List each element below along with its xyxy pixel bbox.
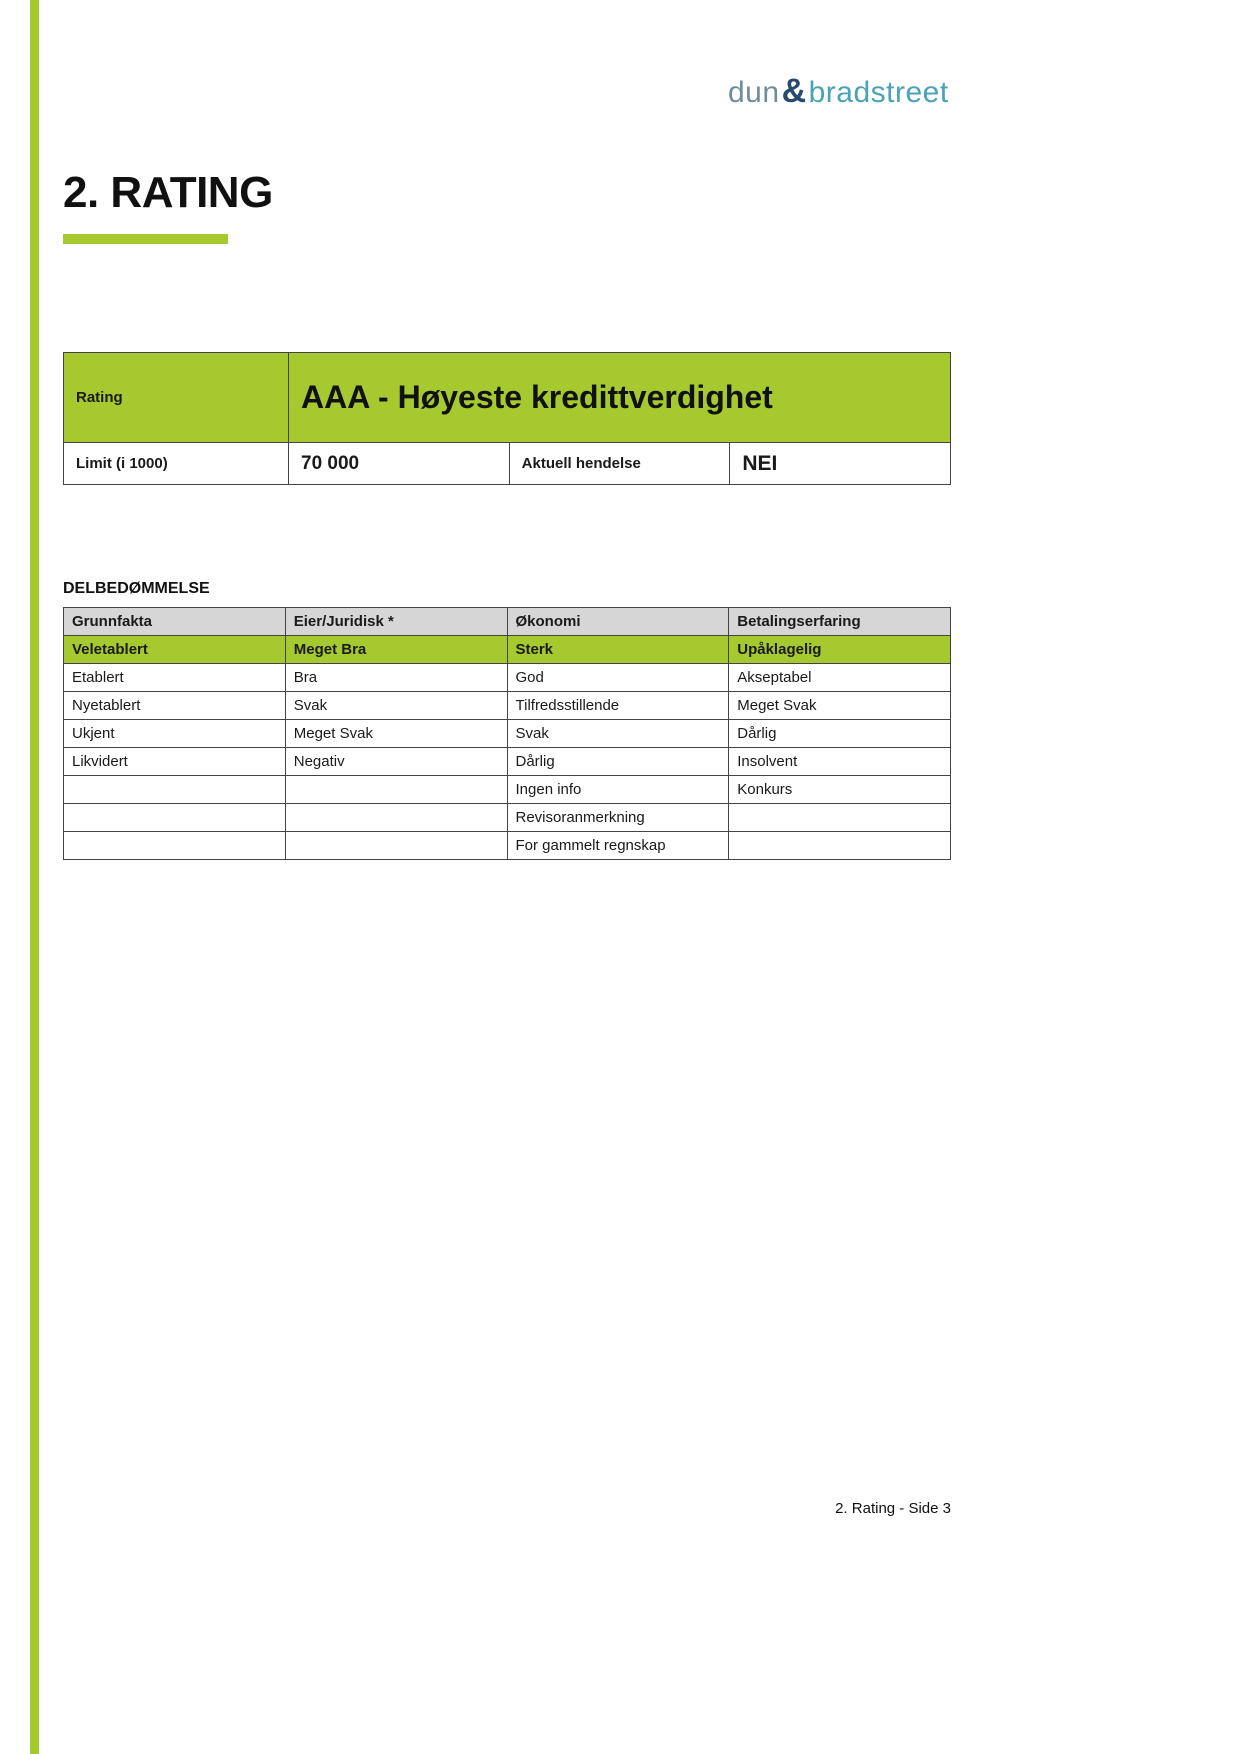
rating-summary-table — [63, 352, 951, 485]
table-cell — [285, 804, 507, 832]
rating-row — [64, 353, 951, 443]
table-cell: Etablert — [64, 664, 286, 692]
selected-rating-row — [64, 636, 951, 664]
column-header-eier-juridisk: Eier/Juridisk * — [285, 608, 507, 636]
rating-value: AAA - Høyeste kredittverdighet — [289, 353, 951, 443]
dun-bradstreet-logo — [728, 72, 952, 111]
table-row — [64, 720, 951, 748]
table-row — [64, 776, 951, 804]
table-cell — [64, 776, 286, 804]
table-cell: Ingen info — [507, 776, 729, 804]
column-header-betalingserfaring: Betalingserfaring — [729, 608, 951, 636]
current-event-value: NEI — [730, 443, 951, 485]
table-cell — [64, 832, 286, 860]
logo-ampersand-icon: & — [781, 72, 807, 110]
table-cell — [729, 832, 951, 860]
table-cell: Revisoranmerkning — [507, 804, 729, 832]
rating-label: Rating — [64, 353, 289, 443]
table-cell: Bra — [285, 664, 507, 692]
column-header-grunnfakta: Grunnfakta — [64, 608, 286, 636]
table-cell: Likvidert — [64, 748, 286, 776]
table-cell: Nyetablert — [64, 692, 286, 720]
table-row — [64, 748, 951, 776]
section-title-delbedommelse: DELBEDØMMELSE — [63, 580, 210, 597]
logo-text-dun: dun — [728, 76, 780, 109]
table-cell: Akseptabel — [729, 664, 951, 692]
limit-value: 70 000 — [289, 443, 510, 485]
table-cell: Svak — [507, 720, 729, 748]
table-cell — [729, 804, 951, 832]
selected-cell: Sterk — [507, 636, 729, 664]
column-header-okonomi: Økonomi — [507, 608, 729, 636]
table-cell — [64, 804, 286, 832]
table-cell: Dårlig — [729, 720, 951, 748]
table-cell: Insolvent — [729, 748, 951, 776]
table-header-row — [64, 608, 951, 636]
page-title: 2. RATING — [63, 168, 273, 217]
table-row — [64, 832, 951, 860]
table-cell: Konkurs — [729, 776, 951, 804]
table-cell: Negativ — [285, 748, 507, 776]
table-row — [64, 692, 951, 720]
limit-row — [64, 443, 951, 485]
table-cell — [285, 776, 507, 804]
left-accent-strip — [30, 0, 39, 1754]
logo-text-bradstreet: bradstreet — [808, 76, 949, 109]
selected-cell: Veletablert — [64, 636, 286, 664]
table-row — [64, 804, 951, 832]
table-row — [64, 664, 951, 692]
limit-label: Limit (i 1000) — [64, 443, 289, 485]
sub-rating-table — [63, 607, 951, 860]
table-cell: Meget Svak — [729, 692, 951, 720]
current-event-label: Aktuell hendelse — [509, 443, 730, 485]
selected-cell: Upåklagelig — [729, 636, 951, 664]
table-cell: Dårlig — [507, 748, 729, 776]
title-underline-bar — [63, 234, 228, 244]
table-cell: Tilfredsstillende — [507, 692, 729, 720]
table-cell: Svak — [285, 692, 507, 720]
table-cell: God — [507, 664, 729, 692]
table-cell: Meget Svak — [285, 720, 507, 748]
table-cell — [285, 832, 507, 860]
table-cell: Ukjent — [64, 720, 286, 748]
page-footer: 2. Rating - Side 3 — [835, 1500, 951, 1517]
table-cell: For gammelt regnskap — [507, 832, 729, 860]
selected-cell: Meget Bra — [285, 636, 507, 664]
